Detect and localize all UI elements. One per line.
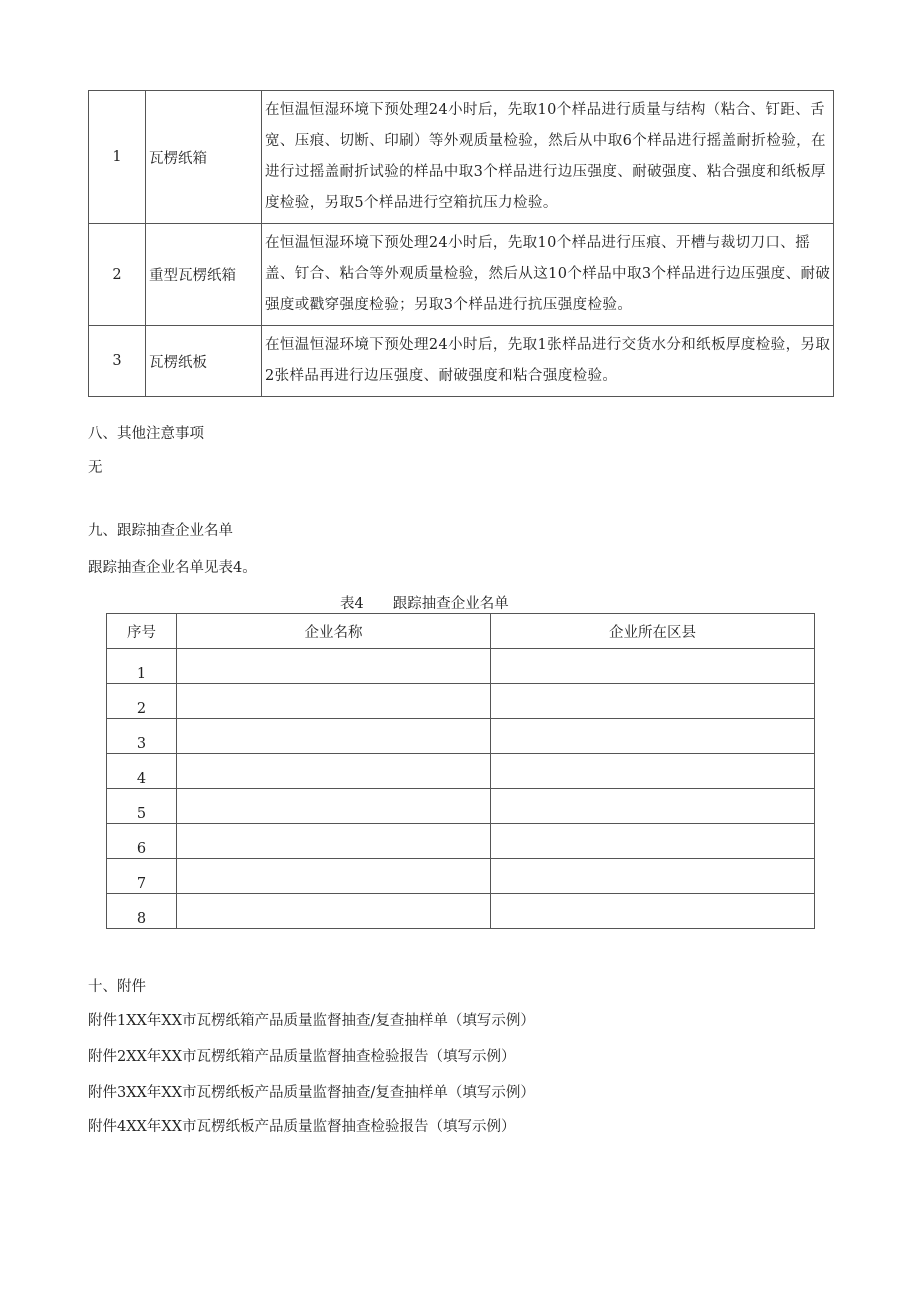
attachment-2: 附件2XX年XX市瓦楞纸箱产品质量监督抽查检验报告（填写示例） xyxy=(88,1049,516,1065)
product-name: 瓦楞纸箱 xyxy=(146,91,262,224)
table-row xyxy=(107,894,815,929)
row-number: 1 xyxy=(107,649,177,684)
section-9-heading: 九、跟踪抽查企业名单 xyxy=(88,523,233,539)
enterprise-name-cell[interactable] xyxy=(177,754,491,789)
header-enterprise-name: 企业名称 xyxy=(177,614,491,649)
table-row xyxy=(107,719,815,754)
product-name: 重型瓦楞纸箱 xyxy=(146,224,262,326)
district-cell[interactable] xyxy=(491,789,815,824)
district-cell[interactable] xyxy=(491,894,815,929)
header-number: 序号 xyxy=(107,614,177,649)
section-9-body: 跟踪抽查企业名单见表4。 xyxy=(88,560,257,576)
inspection-method: 在恒温恒湿环境下预处理24小时后，先取10个样品进行质量与结构（粘合、钉距、舌宽、压痕、切断、印刷）等外观质量检验，然后从中取6个样品进行摇盖耐折检验，在进行过摇盖耐折试验的样品中取3个样品进行边压强度、耐破强度、粘合强度和纸板厚度检验，另取5个样品进行空箱抗压力检验。 xyxy=(262,91,834,224)
enterprise-name-cell[interactable] xyxy=(177,649,491,684)
district-cell[interactable] xyxy=(491,824,815,859)
table-row xyxy=(89,326,834,397)
row-number: 3 xyxy=(107,719,177,754)
attachment-1: 附件1XX年XX市瓦楞纸箱产品质量监督抽查/复查抽样单（填写示例） xyxy=(88,1013,535,1029)
district-cell[interactable] xyxy=(491,684,815,719)
inspection-method: 在恒温恒湿环境下预处理24小时后，先取10个样品进行压痕、开槽与裁切刀口、摇盖、钉合、粘合等外观质量检验，然后从这10个样品中取3个样品进行边压强度、耐破强度或戳穿强度检验；另取3个样品进行抗压强度检验。 xyxy=(262,224,834,326)
table-row xyxy=(107,824,815,859)
row-number: 5 xyxy=(107,789,177,824)
header-district: 企业所在区县 xyxy=(491,614,815,649)
row-number: 8 xyxy=(107,894,177,929)
enterprise-name-cell[interactable] xyxy=(177,684,491,719)
table-row xyxy=(107,859,815,894)
attachment-4: 附件4XX年XX市瓦楞纸板产品质量监督抽查检验报告（填写示例） xyxy=(88,1119,516,1135)
tracked-enterprise-table xyxy=(106,613,815,929)
table-row xyxy=(89,91,834,224)
table-row xyxy=(107,789,815,824)
district-cell[interactable] xyxy=(491,859,815,894)
district-cell[interactable] xyxy=(491,719,815,754)
enterprise-name-cell[interactable] xyxy=(177,719,491,754)
attachment-3: 附件3XX年XX市瓦楞纸板产品质量监督抽查/复查抽样单（填写示例） xyxy=(88,1085,535,1101)
enterprise-name-cell[interactable] xyxy=(177,824,491,859)
row-number: 6 xyxy=(107,824,177,859)
table-row xyxy=(107,684,815,719)
enterprise-name-cell[interactable] xyxy=(177,859,491,894)
district-cell[interactable] xyxy=(491,649,815,684)
row-number: 4 xyxy=(107,754,177,789)
row-number: 7 xyxy=(107,859,177,894)
table-4-caption: 表4 跟踪抽查企业名单 xyxy=(340,596,509,612)
inspection-method-table xyxy=(88,90,834,397)
table-header-row xyxy=(107,614,815,649)
inspection-method: 在恒温恒湿环境下预处理24小时后，先取1张样品进行交货水分和纸板厚度检验，另取2张样品再进行边压强度、耐破强度和粘合强度检验。 xyxy=(262,326,834,397)
table-row xyxy=(89,224,834,326)
row-number: 1 xyxy=(89,91,146,224)
district-cell[interactable] xyxy=(491,754,815,789)
section-8-body: 无 xyxy=(88,460,103,476)
enterprise-name-cell[interactable] xyxy=(177,894,491,929)
product-name: 瓦楞纸板 xyxy=(146,326,262,397)
row-number: 2 xyxy=(89,224,146,326)
section-10-heading: 十、附件 xyxy=(88,979,146,995)
row-number: 2 xyxy=(107,684,177,719)
enterprise-name-cell[interactable] xyxy=(177,789,491,824)
section-8-heading: 八、其他注意事项 xyxy=(88,426,204,442)
table-row xyxy=(107,754,815,789)
row-number: 3 xyxy=(89,326,146,397)
table-row xyxy=(107,649,815,684)
